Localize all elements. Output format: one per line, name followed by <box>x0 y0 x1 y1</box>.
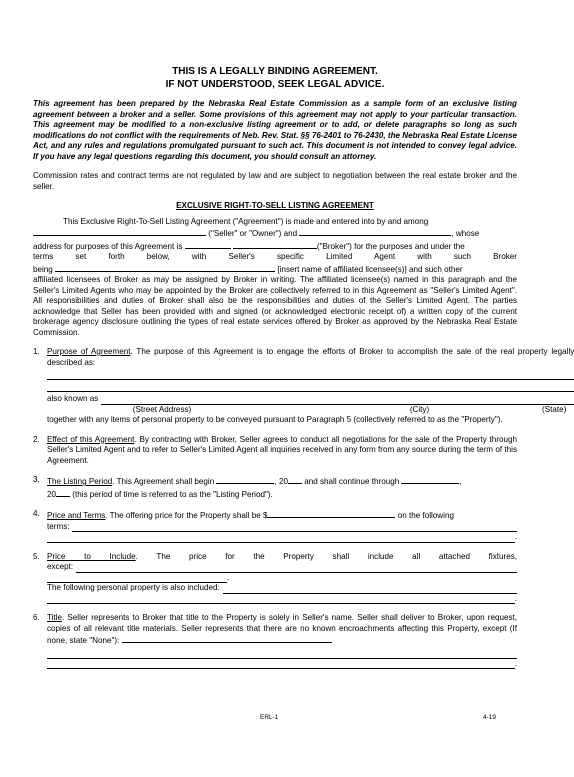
section-6-number: 6. <box>33 613 40 622</box>
opening-text-7: being <box>33 264 53 274</box>
encroachments-field-2[interactable] <box>47 647 517 659</box>
section-3-text-3: and shall continue through <box>304 477 400 486</box>
opening-text-5: ("Broker") for the purposes and under the <box>316 241 465 251</box>
caption-street-address: (Street Address) <box>132 404 192 414</box>
agreement-title: EXCLUSIVE RIGHT-TO-SELL LISTING AGREEMENT <box>176 201 374 210</box>
begin-year-field[interactable] <box>288 475 302 484</box>
section-6-text: . Seller represents to Broker that title to the Property is solely in Seller's name. Seller shall deliver to Broker, upon request, copies of all relevant title materials. Seller represents that there are no known encroachments affecting this Property, except (If none, state "None"): <box>47 613 517 645</box>
section-2 <box>33 435 517 467</box>
broker-name-field[interactable] <box>299 227 451 236</box>
section-2-title: Effect of this Agreement <box>47 434 135 444</box>
section-1-title: Purpose of Agreement <box>47 347 131 356</box>
section-1 <box>33 347 574 426</box>
opening-text-2: ("Seller" or "Owner") and <box>208 229 298 238</box>
section-4-title: Price and Terms <box>47 511 106 520</box>
section-4: 4. Price and Terms. The offering price for the Property shall be $ on the following terms: . <box>33 509 517 541</box>
terms-field-2[interactable] <box>47 534 515 543</box>
opening-text-9: affiliated licensees of Broker as may be assigned by Broker in writing. The affiliated licensee(s) named in this paragraph and the Seller's Limited Agents who may be appointed by the Broker are collectively referred to in this Agreement as "Seller's Limited Agent". All responsibilities and duties of Broker shall also be the responsibilities and duties of the Seller's Limited Agent. The parties acknowledge that Seller has been provided with and signed (or acknowledged electronic receipt of) a written copy of the current brokerage agency disclosure outlining the types of real estate services offered by Broker as approved by the Nebraska Real Estate Commission. <box>33 275 517 337</box>
section-5-number: 5. <box>33 551 40 561</box>
opening-text-4: address for purposes of this Agreement is <box>33 241 183 251</box>
personal-property-field-1[interactable] <box>223 585 517 594</box>
section-4-text-1: . The offering price for the Property shall be $ <box>105 511 268 520</box>
terms-field-1[interactable] <box>72 523 517 532</box>
opening-text-6: terms set forth below, with Seller's specific Limited Agent with such Broker <box>33 252 517 261</box>
exceptions-field-1[interactable] <box>76 564 517 573</box>
section-3: 3. The Listing Period. This Agreement shall begin , 20 and shall continue through , 20 (this period of time is referred to as the "Listing Period"). <box>33 475 462 499</box>
end-year-field[interactable] <box>56 488 70 497</box>
section-6-title: Title <box>47 613 62 622</box>
seller-name-field[interactable] <box>33 227 206 236</box>
section-5-text-3: The following personal property is also included: <box>47 583 220 592</box>
section-1-aka: also known as <box>47 394 99 403</box>
header-line-1: THIS IS A LEGALLY BINDING AGREEMENT. <box>172 66 378 77</box>
section-2-text: . By contracting with Broker, Seller agrees to conduct all negotiations for the sale of the Property through Seller's Limited Agent and to refer to Seller's Limited Agent all inquiries received in any form from any source during the term of this Agreement. <box>47 434 517 465</box>
opening-text-3: , whose <box>451 229 480 238</box>
section-1-number: 1. <box>33 347 40 356</box>
section-6: 6. Title. Seller represents to Broker that title to the Property is solely in Seller's name. Seller shall deliver to Broker, upon request, copies of all relevant title materials. Seller represents that there are no known encroachments affecting this Property, except (If none, state "None"): . <box>33 613 517 668</box>
section-4-number: 4. <box>33 509 40 518</box>
header-line-2: IF NOT UNDERSTOOD, SEEK LEGAL ADVICE. <box>165 78 385 90</box>
caption-city: (City) <box>409 404 430 414</box>
broker-address-field-1[interactable] <box>185 240 231 249</box>
form-id: ERL-1 <box>260 714 279 721</box>
legal-description-line-1[interactable] <box>47 368 574 380</box>
section-5-title: Price to Include <box>47 551 136 561</box>
encroachments-field-3[interactable] <box>47 660 515 669</box>
section-4-text-3: terms: <box>47 521 70 531</box>
section-2-number: 2. <box>33 434 40 444</box>
section-1-tail: together with any items of personal property to be conveyed pursuant to Paragraph 5 (collectively referred to as the "Property"). <box>47 415 503 424</box>
section-5-text-1: . The price for the Property shall include all attached fixtures, <box>135 551 517 561</box>
opening-text-1: This Exclusive Right-To-Sell Listing Agreement ("Agreement") is made and entered into by and among <box>63 216 429 226</box>
intro-paragraph: This agreement has been prepared by the Nebraska Real Estate Commission as a sample form of an exclusive listing agreement between a broker and a seller. Some provisions of this agreement may not apply to your particular transaction. This agreement may be modified to a non-exclusive listing agreement or to add, or delete paragraphs so long as such modifications do not conflict with the requirements of Neb. Rev. Stat. §§ 76-2401 to 76-2430, the Nebraska Real Estate License Act, and any rules and regulations promulgated pursuant to such act. This document is not intended to convey legal advice. If you have any legal questions regarding this document, you should consult an attorney. <box>33 99 517 161</box>
street-address-field[interactable] <box>101 396 574 405</box>
commission-note: Commission rates and contract terms are not regulated by law and are subject to negotiation between the real estate broker and the seller. <box>33 171 517 191</box>
opening-text-8: [insert name of affiliated licensee(s)] and such other <box>277 264 463 274</box>
section-1-text: . The purpose of this Agreement is to engage the efforts of Broker to accomplish the sale of the real property legally described as: <box>47 347 574 367</box>
licensee-name-field[interactable] <box>55 263 275 272</box>
section-3-number: 3. <box>33 475 40 484</box>
broker-address-field-2[interactable] <box>233 240 317 249</box>
section-3-text-1: . This Agreement shall begin <box>112 477 215 486</box>
begin-date-field[interactable] <box>216 475 274 484</box>
form-revision: 4-19 <box>483 714 497 721</box>
section-3-text-5: (this period of time is referred to as the "Listing Period"). <box>72 489 273 499</box>
end-date-field[interactable] <box>401 475 459 484</box>
offering-price-field[interactable] <box>267 509 395 518</box>
section-5: 5. Price to Include. The price for the Property shall include all attached fixtures, except: . The following personal property is also included: . <box>33 551 517 603</box>
exceptions-field-2[interactable] <box>47 574 227 583</box>
legal-description-line-2[interactable] <box>47 380 574 392</box>
section-3-text-4: 20 <box>47 489 57 499</box>
encroachments-field-1[interactable] <box>122 634 332 643</box>
section-5-text-2: except: <box>47 562 74 571</box>
section-3-text-2: , 20 <box>274 477 288 486</box>
personal-property-field-2[interactable] <box>47 595 515 604</box>
opening-paragraph <box>33 217 517 339</box>
section-4-text-2: on the following <box>397 511 454 520</box>
section-3-title: The Listing Period <box>47 477 113 486</box>
caption-state: (State) <box>542 404 567 414</box>
